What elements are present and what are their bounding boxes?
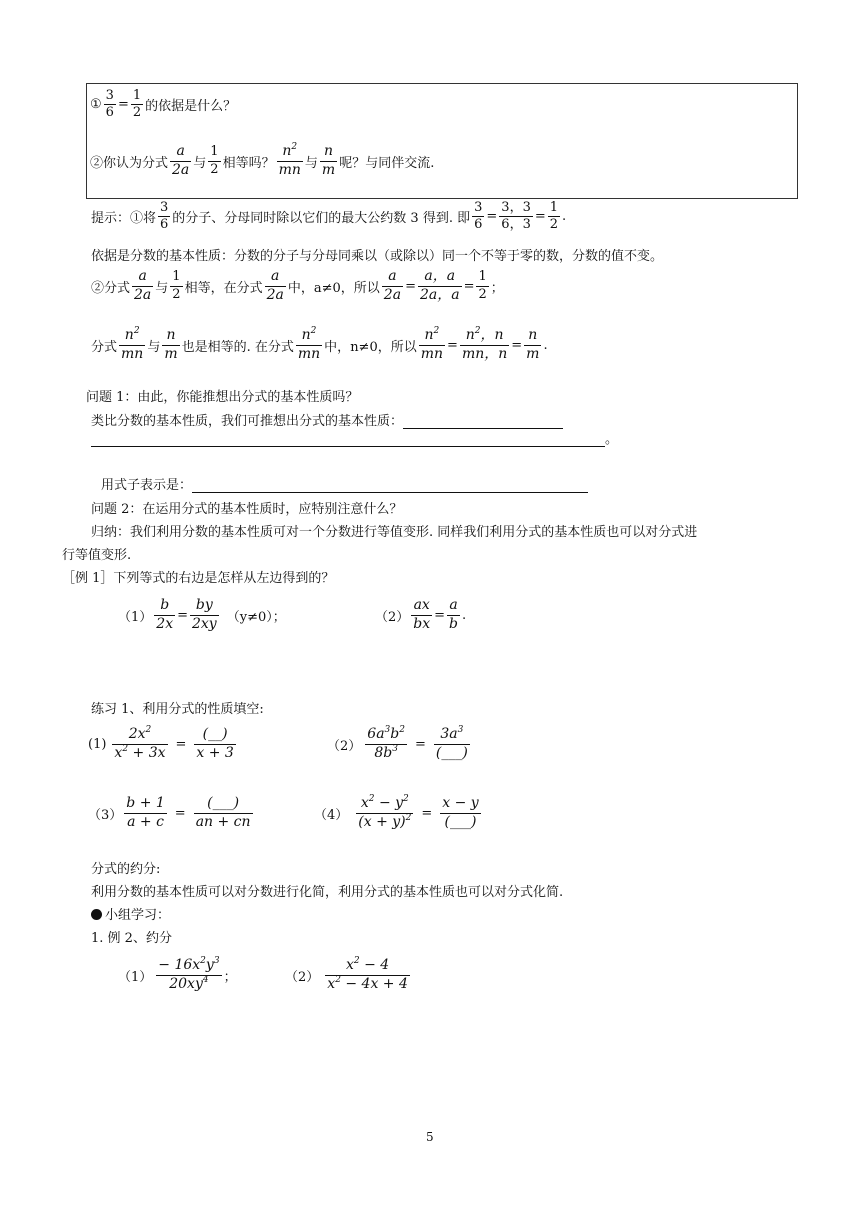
hint-line-4: 分式 $\frac{n^2}{mn}$ 与 $\frac{n}{m}$ 也是相等的. 在分式 $\frac{n^2}{mn}$ 中， n≠0，所以 $\frac{n^2}{mn}$ = $\frac{n^2,n}{mn,n}$ = $\frac{n}{m}$ .	[91, 326, 548, 362]
fill-blank-3[interactable]: (___)	[194, 795, 253, 814]
fraction-1-2: $\frac{1}{2}$	[210, 144, 219, 177]
example-2-part-2: （2） $\frac{x^2 - 4}{x^2 - 4x + 4}$	[285, 956, 408, 992]
example-1-part-2: （2） $\frac{ax}{bx}$ = $\frac{a}{b}$ .	[375, 597, 467, 632]
practice-1-part-4: （4） $\frac{x^2 - y^2}{(x + y)^2}$ = $\frac{x - y}{(\_\_\_)}$	[314, 794, 479, 830]
example-2-part-1: （1） $\frac{- 16x^2y^3}{20xy^4}$ ；	[118, 956, 237, 992]
hint-line-1: 提示：①将 $\frac{3}{6}$ 的分子、分母同时除以它们的最大公约数 3 得到. 即 $\frac{3}{6}$ = $\frac{3,3}{6,3}$ = $\frac{1}{2}$ .	[91, 200, 567, 233]
example-2-title: 1. 例 2、约分	[91, 931, 172, 946]
fill-blank-2[interactable]: (___)	[435, 744, 468, 761]
hint-line-2: 依据是分数的基本性质：分数的分子与分母同乘以（或除以）同一个不等于零的数，分数的值不变。	[91, 249, 664, 264]
fill-blank-1[interactable]: (__)	[194, 726, 235, 745]
circle-number-1: ①	[90, 97, 102, 113]
question-2-title: 问题 2：在运用分式的基本性质时，应特别注意什么？	[91, 502, 403, 517]
hint-line-3: ②分式 $\frac{a}{2a}$ 与 $\frac{1}{2}$ 相等，在分式 $\frac{a}{2a}$ 中， a≠0，所以 $\frac{a}{2a}$ = $\frac{a,a}{2a,a}$ = $\frac{1}{2}$ ；	[91, 268, 504, 303]
fraction-1-2: $\frac{1}{2}$	[132, 88, 142, 121]
fraction-n-m: $\frac{n}{m}$	[321, 143, 336, 178]
fill-blank-4[interactable]: (___)	[444, 813, 477, 830]
practice-1-part-2: （2） $\frac{6a^3b^2}{8b^3}$ = $\frac{3a^3}{(\_\_\_)}$	[327, 725, 468, 761]
box-question-1: ① $\frac{3}{6}$ = $\frac{1}{2}$ 的依据是什么？	[90, 88, 237, 121]
formula-blank[interactable]	[192, 478, 588, 493]
fraction-a-2a: $\frac{a}{2a}$	[172, 143, 190, 178]
group-study: 小组学习：	[91, 904, 170, 923]
bullet-icon	[91, 909, 102, 920]
formula-line: 用式子表示是：	[101, 474, 588, 493]
page-number: 5	[426, 1130, 434, 1144]
reduction-title: 分式的约分:	[91, 862, 161, 877]
box-question-2: ②你认为分式 $\frac{a}{2a}$ 与 $\frac{1}{2}$ 相等吗？ $\frac{n^2}{mn}$ 与 $\frac{n}{m}$ 呢？与同伴交流.	[90, 142, 435, 178]
example-1-part-1: （1） $\frac{b}{2x}$ = $\frac{by}{2xy}$ （y≠0）；	[118, 597, 286, 632]
practice-1-part-1: (1) $\frac{2x^2}{x^2 + 3x}$ = $\frac{(\_\_)}{x + 3}$	[88, 725, 234, 761]
answer-blank-2[interactable]	[91, 432, 605, 447]
summary-line-1: 归纳：我们利用分数的基本性质可对一个分数进行等值变形. 同样我们利用分式的基本性质也可以对分式进	[91, 525, 698, 540]
fraction-n2-mn: $\frac{n^2}{mn}$	[278, 142, 301, 178]
question-1-title: 问题 1：由此，你能推想出分式的基本性质吗？	[86, 390, 359, 405]
practice-1-part-3: （3） $\frac{b + 1}{a + c}$ = $\frac{(\_\_\_)}{an + cn}$	[88, 795, 251, 830]
summary-line-2: 行等值变形.	[62, 548, 132, 563]
answer-blank-1[interactable]	[403, 414, 563, 429]
answer-line-2: 。	[91, 428, 618, 447]
fraction-3-6: $\frac{3}{6}$	[105, 88, 114, 121]
analogy-line: 类比分数的基本性质，我们可推想出分式的基本性质：	[91, 410, 563, 429]
practice-1-title: 练习 1、利用分式的性质填空:	[91, 702, 264, 717]
reduction-desc: 利用分数的基本性质可以对分数进行化简，利用分式的基本性质也可以对分式化简.	[91, 885, 564, 900]
example-1-title: ［例 1］下列等式的右边是怎样从左边得到的？	[62, 571, 335, 586]
